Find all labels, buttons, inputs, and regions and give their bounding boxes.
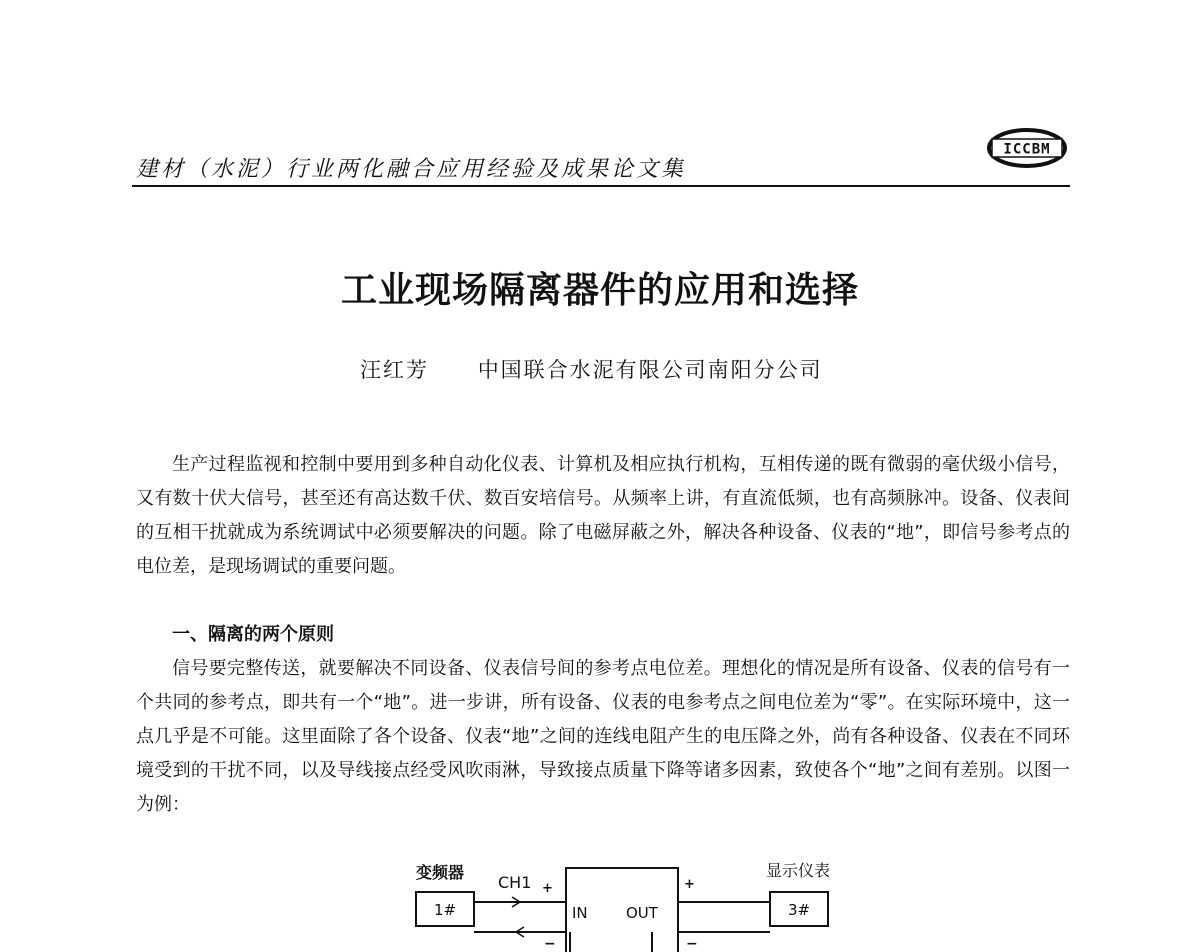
source-device-label: 变频器: [416, 863, 465, 882]
author-name: 汪红芳: [360, 358, 429, 382]
output-plus-mark: +: [684, 877, 695, 892]
body-paragraph-1: 生产过程监视和控制中要用到多种自动化仪表、计算机及相应执行机构，互相传递的既有微弱的毫伏级小信号，又有数十伏大信号，甚至还有高达数千伏、数百安培信号。从频率上讲，有直流低频，也有高频脉冲。设备、仪表间的互相干扰就成为系统调试中必须要解决的问题。除了电磁屏蔽之外，解决各种设备、仪表的“地”，即信号参考点的电位差，是现场调试的重要问题。: [136, 454, 1070, 577]
input-plus-mark: +: [542, 881, 553, 896]
channel-label: CH1: [498, 873, 532, 892]
display-device-label: 显示仪表: [766, 861, 831, 880]
logo-text: ICCBM: [1003, 141, 1051, 158]
display-device-id: 3#: [787, 901, 811, 919]
output-minus-mark: −: [686, 936, 698, 952]
isolator-out-label: OUT: [626, 904, 658, 922]
input-minus-mark: −: [544, 936, 556, 952]
isolation-circuit-diagram: [400, 856, 880, 952]
section-heading-1: 一、隔离的两个原则: [172, 624, 334, 645]
iccbm-logo-icon: [986, 128, 1068, 168]
article-title: 工业现场隔离器件的应用和选择: [340, 269, 859, 311]
figure-1-diagram: [400, 856, 880, 952]
iccbm-logo: [986, 128, 1068, 168]
author-affiliation: 中国联合水泥有限公司南阳分公司: [477, 358, 823, 382]
isolator-in-label: IN: [572, 904, 588, 922]
header-rule: [132, 185, 1070, 187]
source-device-id: 1#: [433, 901, 457, 919]
running-header: 建材（水泥）行业两化融合应用经验及成果论文集: [136, 157, 687, 182]
body-paragraph-2: 信号要完整传送，就要解决不同设备、仪表信号间的参考点电位差。理想化的情况是所有设备、仪表的信号有一个共同的参考点，即共有一个“地”。进一步讲，所有设备、仪表的电参考点之间电位差为“零”。在实际环境中，这一点几乎是不可能。这里面除了各个设备、仪表“地”之间的连线电阻产生的电压降之外，尚有各种设备、仪表在不同环境受到的干扰不同，以及导线接点经受风吹雨淋，导致接点质量下降等诸多因素，致使各个“地”之间有差别。以图一为例：: [136, 658, 1070, 815]
byline: [360, 354, 823, 384]
